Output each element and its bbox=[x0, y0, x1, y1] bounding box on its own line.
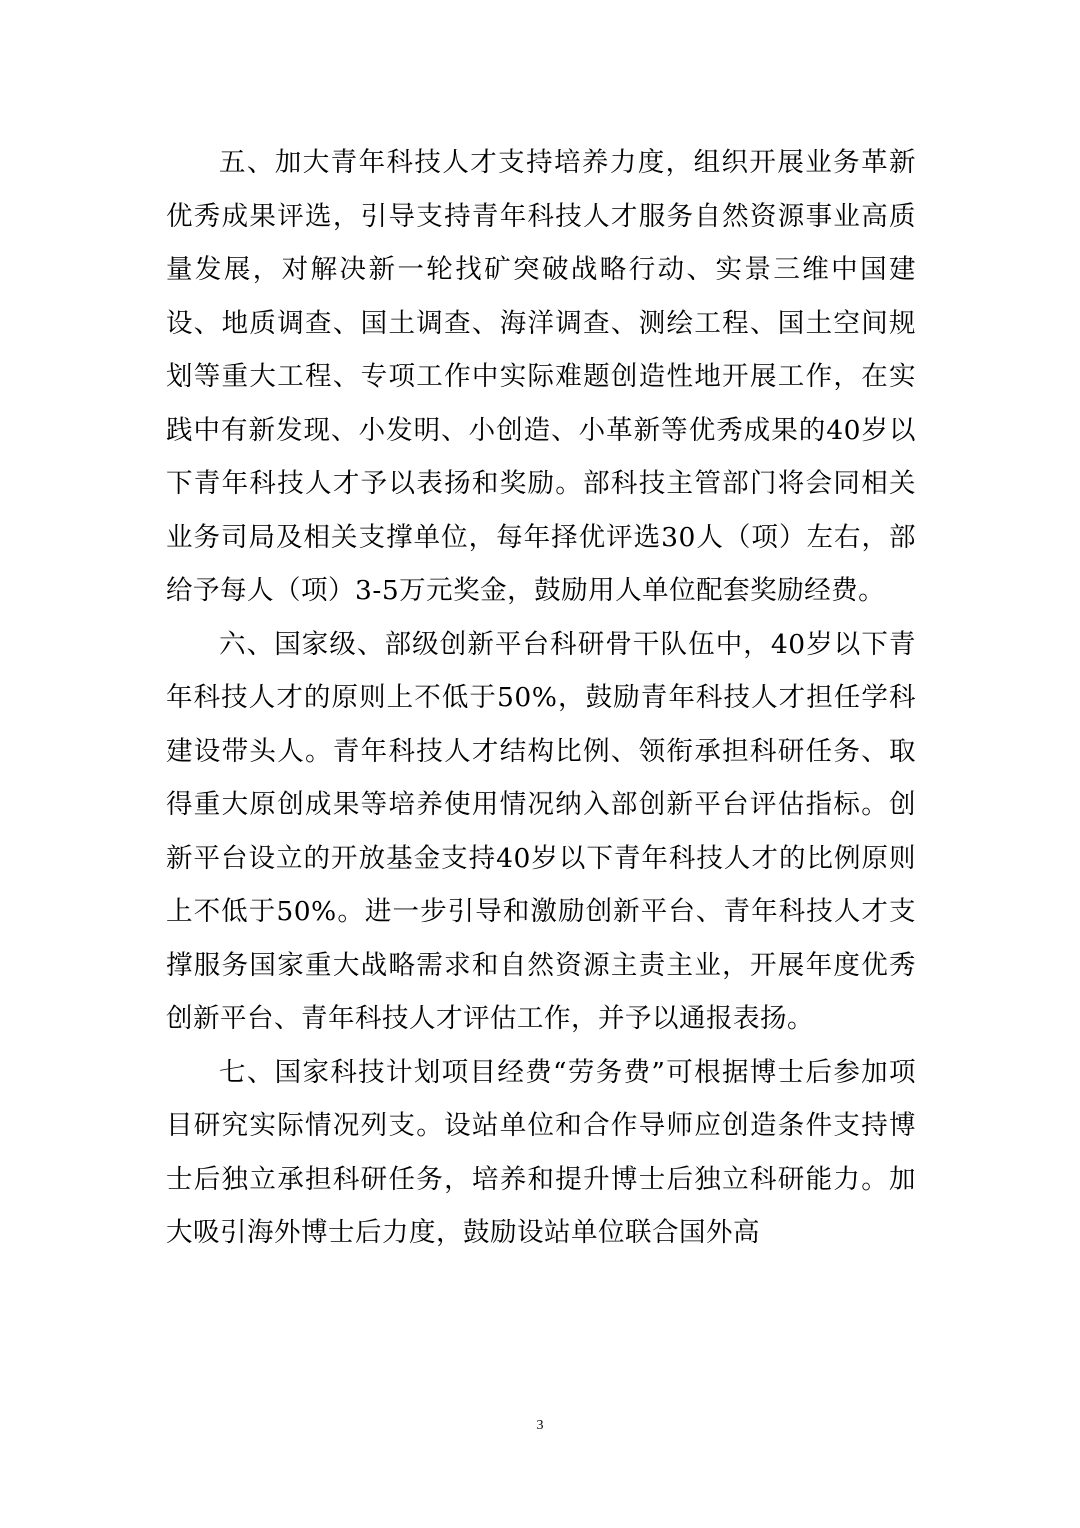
document-body bbox=[166, 136, 916, 1260]
paragraph-section-five: 五、加大青年科技人才支持培养力度，组织开展业务革新优秀成果评选，引导支持青年科技人才服务自然资源事业高质量发展，对解决新一轮找矿突破战略行动、实景三维中国建设、地质调查、国土调查、海洋调查、测绘工程、国土空间规划等重大工程、专项工作中实际难题创造性地开展工作，在实践中有新发现、小发明、小创造、小革新等优秀成果的40岁以下青年科技人才予以表扬和奖励。部科技主管部门将会同相关业务司局及相关支撑单位，每年择优评选30人（项）左右，部给予每人（项）3-5万元奖金，鼓励用人单位配套奖励经费。 bbox=[166, 147, 916, 606]
paragraph-section-six: 六、国家级、部级创新平台科研骨干队伍中，40岁以下青年科技人才的原则上不低于50%，鼓励青年科技人才担任学科建设带头人。青年科技人才结构比例、领衔承担科研任务、取得重大原创成果等培养使用情况纳入部创新平台评估指标。创新平台设立的开放基金支持40岁以下青年科技人才的比例原则上不低于50%。进一步引导和激励创新平台、青年科技人才支撑服务国家重大战略需求和自然资源主责主业，开展年度优秀创新平台、青年科技人才评估工作，并予以通报表扬。 bbox=[166, 628, 916, 1034]
paragraph-section-seven: 七、国家科技计划项目经费“劳务费”可根据博士后参加项目研究实际情况列支。设站单位和合作导师应创造条件支持博士后独立承担科研任务，培养和提升博士后独立科研能力。加大吸引海外博士后力度，鼓励设站单位联合国外高 bbox=[166, 1056, 916, 1248]
page-number: 3 bbox=[536, 1418, 544, 1433]
